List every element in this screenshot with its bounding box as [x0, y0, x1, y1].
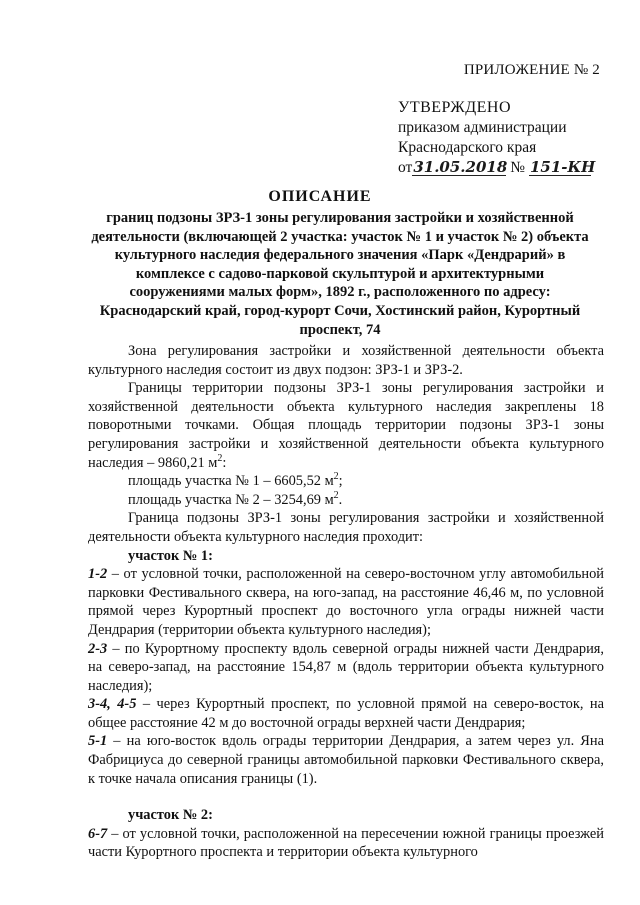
boundary-item [88, 732, 604, 788]
boundary-segment: 3-4, 4-5 [88, 696, 137, 713]
boundary-segment: 1-2 [88, 566, 108, 583]
total-area-end: : [222, 454, 227, 471]
area-plot-1-sup: 2 [333, 471, 339, 483]
section-gap [88, 788, 604, 806]
boundary-text: – на юго-восток вдоль ограды территории Дендрария, а затем через ул. Яна Фабрициуса до северной границы автомобильной парковки Фестивального сквера, к точке начала описания границы (1). [88, 733, 604, 787]
area-plot-2-end: . [338, 491, 343, 508]
boundary-segment: 6-7 [88, 825, 108, 842]
total-area-sup: 2 [217, 452, 223, 464]
order-date-number-line [398, 158, 596, 178]
order-line-2: Краснодарского края [398, 139, 537, 156]
number-label: № [510, 159, 525, 176]
document-body [88, 342, 604, 862]
boundary-segment: 2-3 [88, 640, 108, 657]
boundary-segment: 5-1 [88, 733, 108, 750]
handwritten-number: 151-КН [530, 158, 596, 176]
boundary-item [88, 695, 604, 732]
boundary-text: – по Курортному проспекту вдоль северной ограды нижней части Дендрария, на северо-запад, на расстояние 154,87 м (вдоль территории объекта культурного наследия); [88, 640, 604, 694]
boundary-item [88, 565, 604, 639]
boundary-text: – от условной точки, расположенной на северо-восточном углу автомобильной парковки Фестивального сквера, на юго-запад, на расстояние 46,46 м, по условной прямой через Курортный проспект до восточного угла ограды нижней части Дендрария (территории объекта культурного наследия); [88, 566, 604, 638]
area-plot-1 [88, 472, 604, 491]
area-plot-1-text: площадь участка № 1 – 6605,52 м [128, 473, 334, 490]
section-plot-2-heading: участок № 2: [128, 807, 213, 824]
total-area-text: Границы территории подзоны ЗРЗ-1 зоны регулирования застройки и хозяйственной деятельности объекта культурного наследия закреплены 18 поворотными точками. Общая площадь территории подзоны ЗРЗ-1 зоны регулирования застройки и хозяйственной деятельности объекта культурного наследия – 9860,21 м [88, 380, 604, 471]
boundary-item [88, 640, 604, 696]
approved-label: УТВЕРЖДЕНО [398, 99, 512, 116]
paragraph-boundary-intro: Граница подзоны ЗРЗ-1 зоны регулирования застройки и хозяйственной деятельности объекта культурного наследия проходит: [88, 510, 604, 545]
area-plot-1-end: ; [338, 473, 343, 490]
paragraph-zone-composition: Зона регулирования застройки и хозяйственной деятельности объекта культурного наследия состоит из двух подзон: ЗРЗ-1 и ЗРЗ-2. [88, 343, 604, 378]
order-line-1: приказом администрации [398, 119, 567, 136]
area-plot-2-sup: 2 [333, 489, 339, 501]
from-label: от [398, 159, 413, 176]
document-title: ОПИСАНИЕ [268, 188, 372, 205]
section-plot-1-heading: участок № 1: [128, 547, 213, 564]
boundary-item [88, 825, 604, 862]
area-plot-2-text: площадь участка № 2 – 3254,69 м [128, 491, 334, 508]
document-subtitle: границ подзоны ЗРЗ-1 зоны регулирования застройки и хозяйственной деятельности (включающей 2 участка: участок № 1 и участок № 2) объекта культурного наследия федерального значения «Парк «Дендрарий» в комплексе с садово-парковой скульптурой и архитектурными сооружениями малых форм», 1892 г., расположенного по адресу: Краснодарский край, город-курорт Сочи, Хостинский район, Курортный проспект, 74 [91, 210, 589, 338]
boundary-text: – через Курортный проспект, по условной прямой на северо-восток, на общее расстояние 42 м до восточной ограды верхней части Дендрария; [88, 696, 605, 731]
paragraph-total-area [88, 379, 604, 472]
area-plot-2 [88, 491, 604, 510]
approval-block [398, 98, 596, 178]
boundary-text: – от условной точки, расположенной на пересечении южной границы проезжей части Курортного проспекта и территории объекта культурного [88, 825, 604, 861]
appendix-label: ПРИЛОЖЕНИЕ № 2 [463, 62, 600, 78]
handwritten-date: 31.05.2018 [413, 158, 508, 176]
